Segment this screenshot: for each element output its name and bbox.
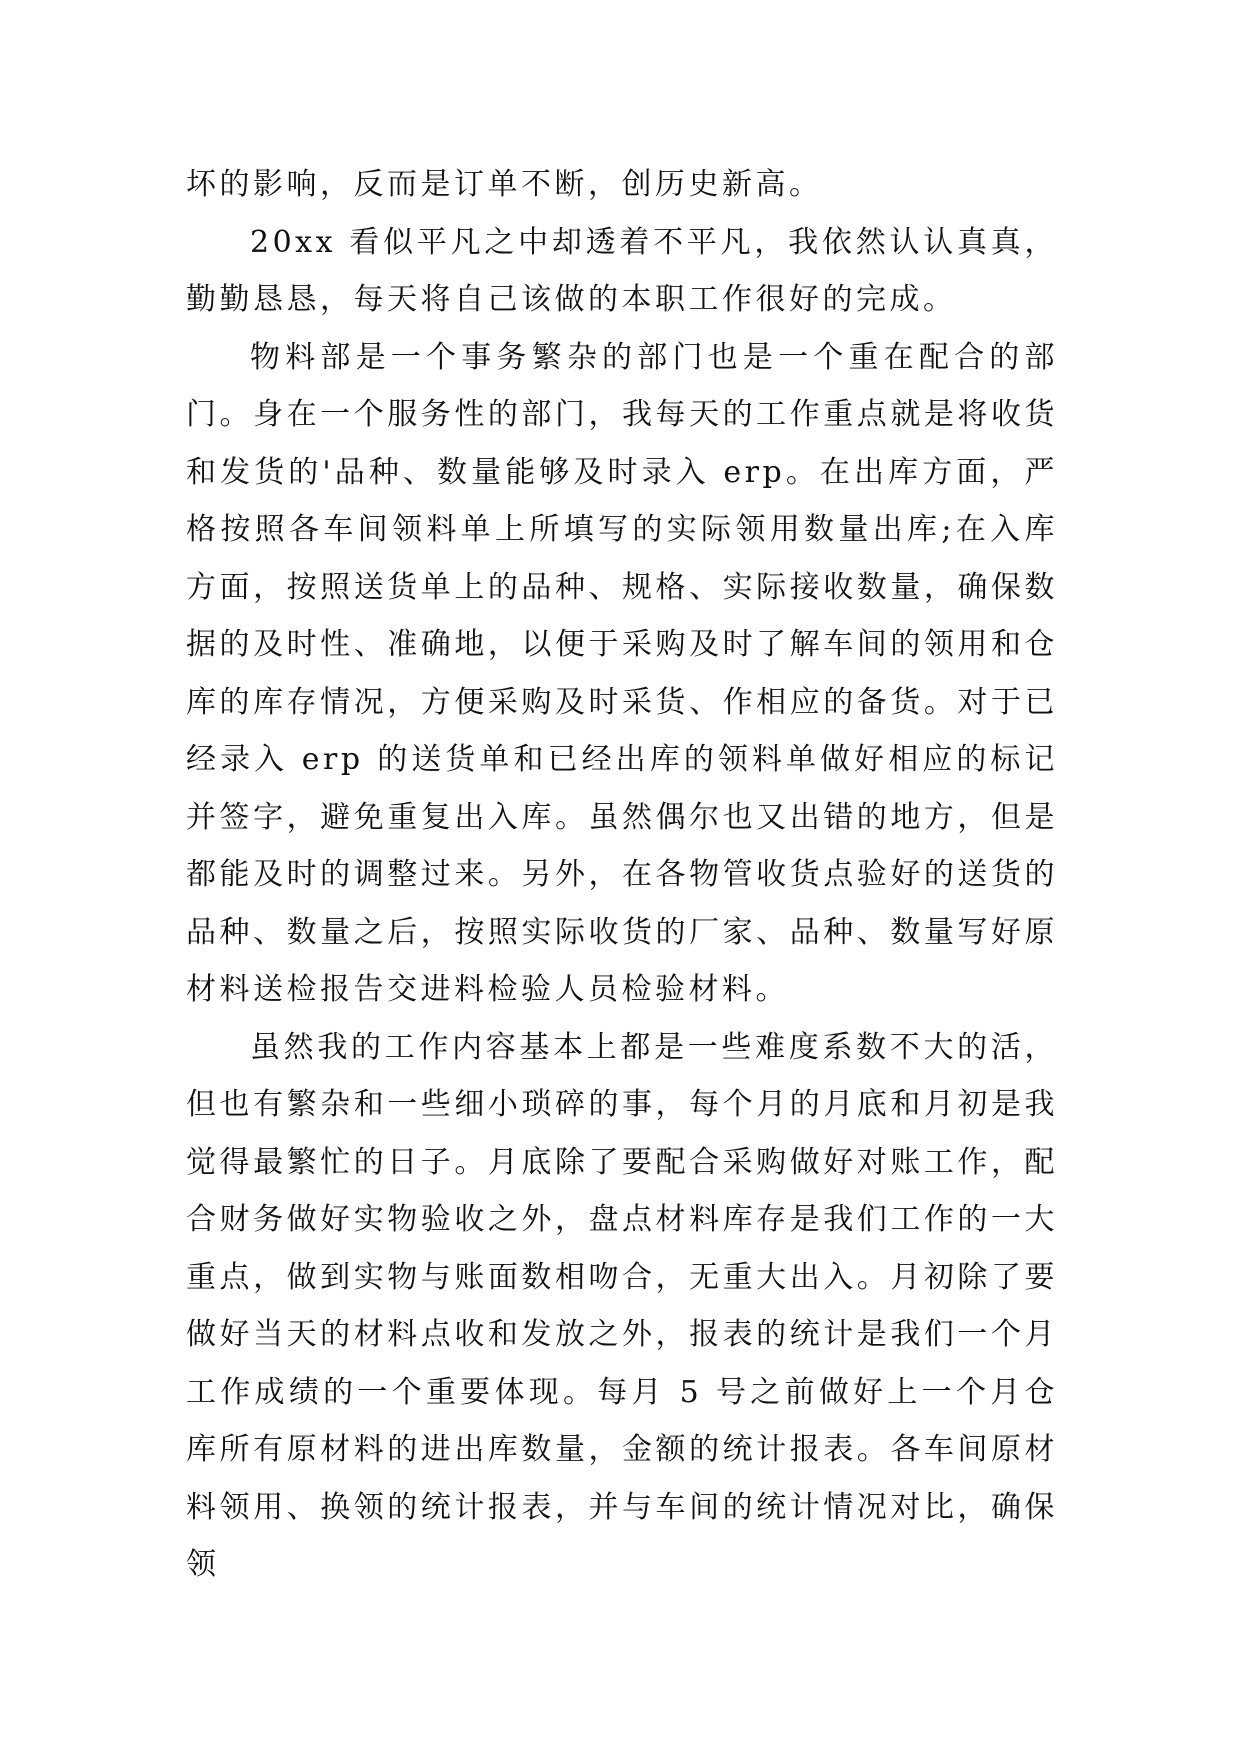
paragraph-monthly-work: 虽然我的工作内容基本上都是一些难度系数不大的活，但也有繁杂和一些细小琐碎的事，每个月的月底和月初是我觉得最繁忙的日子。月底除了要配合采购做好对账工作，配合财务做好实物验收之外，盘点材料库存是我们工作的一大重点，做到实物与账面数相吻合，无重大出入。月初除了要做好当天的材料点收和发放之外，报表的统计是我们一个月工作成绩的一个重要体现。每月 5 号之前做好上一个月仓库所有原材料的进出库数量，金额的统计报表。各车间原材料领用、换领的统计报表，并与车间的统计情况对比，确保领 [186,1029,1058,1582]
paragraph-materials-department: 物料部是一个事务繁杂的部门也是一个重在配合的部门。身在一个服务性的部门，我每天的工作重点就是将收货和发货的'品种、数量能够及时录入 erp。在出库方面，严格按照各车间领料单上所填写的实际领用数量出库;在入库方面，按照送货单上的品种、规格、实际接收数量，确保数据的及时性、准确地，以便于采购及时了解车间的领用和仓库的库存情况，方便采购及时采货、作相应的备货。对于已经录入 erp 的送货单和已经出库的领料单做好相应的标记并签字，避免重复出入库。虽然偶尔也又出错的地方，但是都能及时的调整过来。另外，在各物管收货点验好的送货的品种、数量之后，按照实际收货的厂家、品种、数量写好原材料送检报告交进料检验人员检验材料。 [186,339,1058,1007]
paragraph-continuation: 坏的影响，反而是订单不断，创历史新高。 [186,167,823,202]
paragraph-20xx-summary: 20xx 看似平凡之中却透着不平凡，我依然认认真真，勤勤恳恳，每天将自己该做的本职工作很好的完成。 [186,224,1058,317]
document-body [186,156,1058,1594]
